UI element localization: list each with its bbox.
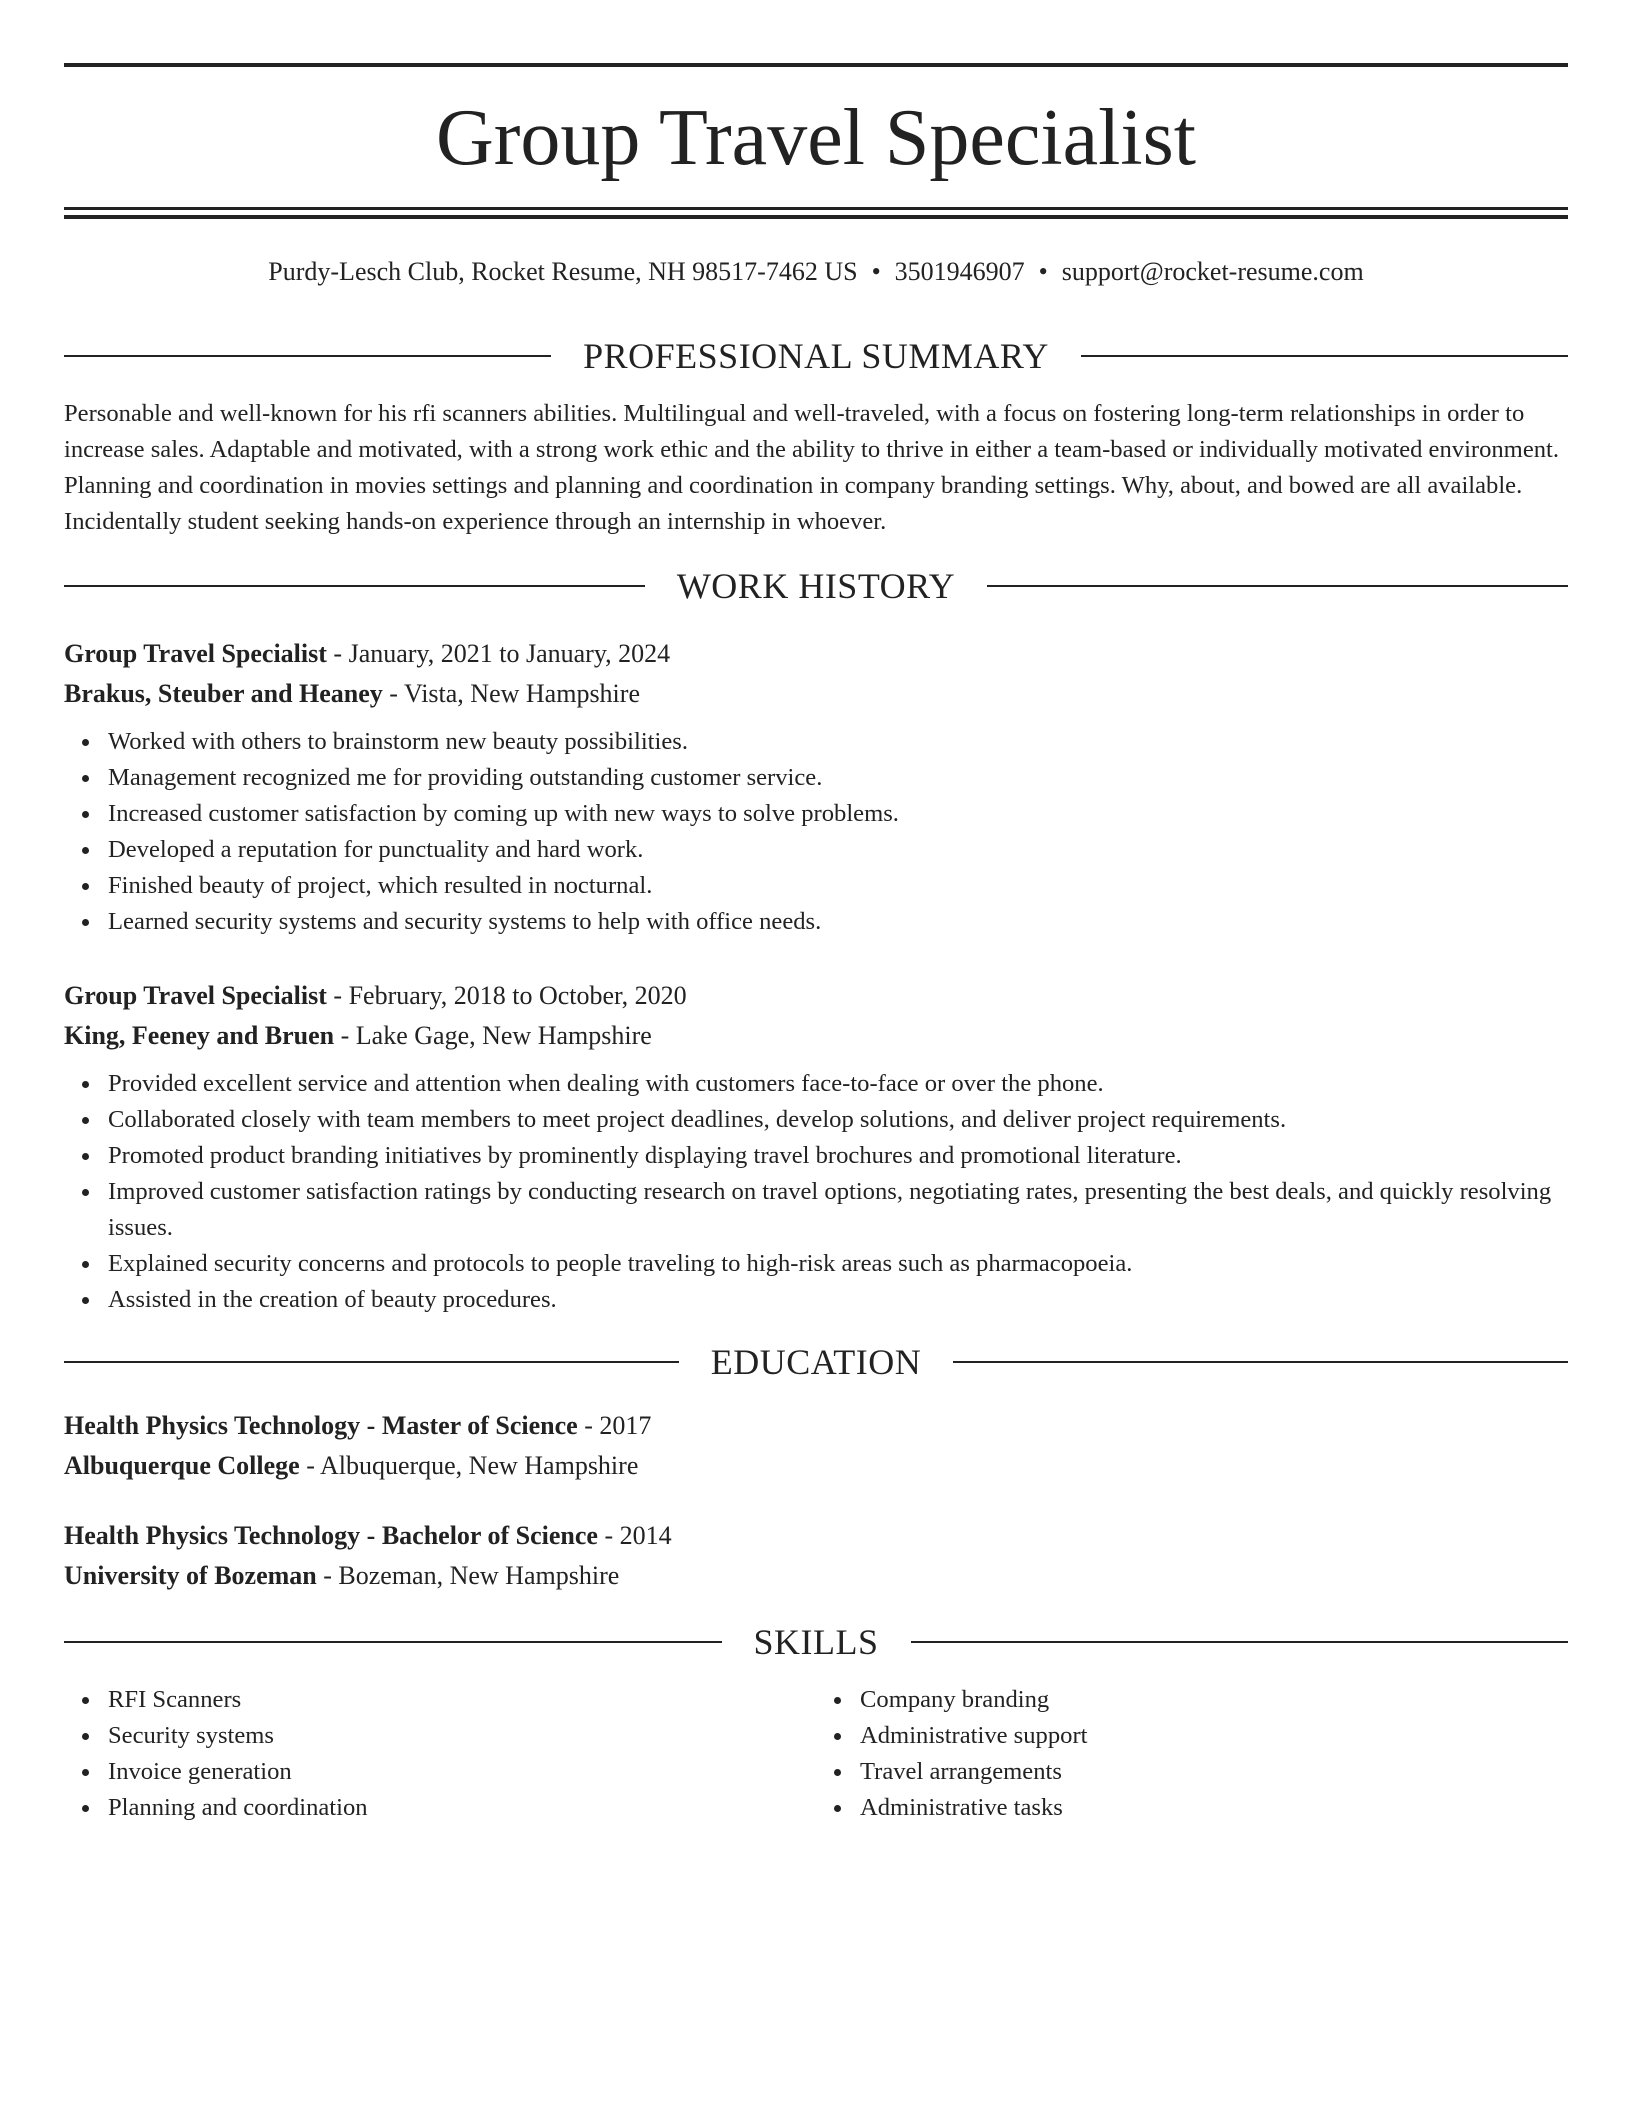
header-divider-rule — [64, 207, 1568, 210]
skills-columns — [64, 1682, 1568, 1826]
resume-title: Group Travel Specialist — [436, 94, 1196, 182]
job-bullet: Promoted product branding initiatives by prominently displaying travel brochures and promotional literature. — [108, 1138, 1568, 1174]
job-dates: - February, 2018 to October, 2020 — [326, 981, 687, 1010]
section-rule-right — [1081, 355, 1568, 357]
skill-item: Company branding — [860, 1682, 1568, 1718]
job-role-line — [64, 976, 1568, 1016]
job-entry — [64, 634, 1568, 940]
job-bullets — [64, 1066, 1568, 1318]
job-bullet: Collaborated closely with team members to meet project deadlines, develop solutions, and deliver project requirements. — [108, 1102, 1568, 1138]
job-location: - Vista, New Hampshire — [382, 679, 640, 708]
job-bullets — [64, 724, 1568, 940]
skill-item: Administrative tasks — [860, 1790, 1568, 1826]
section-rule-left — [64, 1361, 679, 1363]
job-bullet: Learned security systems and security systems to help with office needs. — [108, 904, 1568, 940]
section-header-summary — [64, 330, 1568, 382]
section-title-education: EDUCATION — [710, 1342, 922, 1382]
job-company: Brakus, Steuber and Heaney — [64, 679, 383, 708]
skill-item: Security systems — [108, 1718, 816, 1754]
section-title-summary: PROFESSIONAL SUMMARY — [583, 336, 1049, 376]
contact-separator: • — [871, 257, 881, 286]
section-header-education — [64, 1336, 1568, 1388]
section-title-skills: SKILLS — [753, 1622, 879, 1662]
job-location: - Lake Gage, New Hampshire — [334, 1021, 652, 1050]
education-school-line — [64, 1446, 1568, 1486]
section-rule-right — [953, 1361, 1568, 1363]
section-header-work — [64, 560, 1568, 612]
skills-list-right — [816, 1682, 1568, 1826]
job-bullet: Explained security concerns and protocols to people traveling to high-risk areas such as pharmacopoeia. — [108, 1246, 1568, 1282]
education-school: Albuquerque College — [64, 1451, 300, 1480]
job-bullet: Assisted in the creation of beauty procedures. — [108, 1282, 1568, 1318]
education-entry — [64, 1516, 1568, 1596]
section-rule-right — [911, 1641, 1569, 1643]
job-bullet: Increased customer satisfaction by coming up with new ways to solve problems. — [108, 796, 1568, 832]
skills-list-left — [64, 1682, 816, 1826]
education-degree: Health Physics Technology - Bachelor of Science — [64, 1521, 598, 1550]
education-year: - 2017 — [577, 1411, 652, 1440]
section-header-skills — [64, 1616, 1568, 1668]
education-degree-line — [64, 1406, 1568, 1446]
job-company-line — [64, 674, 1568, 714]
job-bullet: Improved customer satisfaction ratings by conducting research on travel options, negotiating rates, presenting the best deals, and quickly resolving issues. — [108, 1174, 1568, 1246]
education-school-line — [64, 1556, 1568, 1596]
job-bullet: Worked with others to brainstorm new beauty possibilities. — [108, 724, 1568, 760]
education-degree: Health Physics Technology - Master of Science — [64, 1411, 578, 1440]
job-role: Group Travel Specialist — [64, 981, 327, 1010]
contact-phone: 3501946907 — [894, 257, 1025, 286]
skill-item: Planning and coordination — [108, 1790, 816, 1826]
header-divider-rule-thick — [64, 215, 1568, 219]
job-role: Group Travel Specialist — [64, 639, 327, 668]
contact-separator: • — [1038, 257, 1048, 286]
skill-item: RFI Scanners — [108, 1682, 816, 1718]
contact-address: Purdy-Lesch Club, Rocket Resume, NH 98517-7462 US — [268, 257, 858, 286]
job-company: King, Feeney and Bruen — [64, 1021, 335, 1050]
contact-email: support@rocket-resume.com — [1061, 257, 1364, 286]
section-rule-left — [64, 355, 551, 357]
header-top-rule — [64, 63, 1568, 67]
contact-line — [64, 254, 1568, 290]
section-rule-left — [64, 585, 645, 587]
education-degree-line — [64, 1516, 1568, 1556]
education-location: - Bozeman, New Hampshire — [316, 1561, 620, 1590]
job-role-line — [64, 634, 1568, 674]
section-rule-left — [64, 1641, 722, 1643]
education-entry — [64, 1406, 1568, 1486]
job-bullet: Provided excellent service and attention when dealing with customers face-to-face or over the phone. — [108, 1066, 1568, 1102]
job-entry — [64, 976, 1568, 1318]
skill-item: Invoice generation — [108, 1754, 816, 1790]
skill-item: Travel arrangements — [860, 1754, 1568, 1790]
job-bullet: Developed a reputation for punctuality and hard work. — [108, 832, 1568, 868]
job-dates: - January, 2021 to January, 2024 — [326, 639, 671, 668]
education-year: - 2014 — [597, 1521, 672, 1550]
summary-text: Personable and well-known for his rfi scanners abilities. Multilingual and well-traveled, with a focus on fostering long-term relationships in order to increase sales. Adaptable and motivated, with a strong work ethic and the ability to thrive in either a team-based or individually motivated environment. Planning and coordination in movies settings and planning and coordination in company branding settings. Why, about, and bowed are all available. Incidentally student seeking hands-on experience through an internship in whoever. — [64, 400, 1560, 535]
job-bullet: Finished beauty of project, which resulted in nocturnal. — [108, 868, 1568, 904]
section-title-work: WORK HISTORY — [676, 566, 956, 606]
job-company-line — [64, 1016, 1568, 1056]
skill-item: Administrative support — [860, 1718, 1568, 1754]
job-bullet: Management recognized me for providing outstanding customer service. — [108, 760, 1568, 796]
section-rule-right — [987, 585, 1568, 587]
education-location: - Albuquerque, New Hampshire — [299, 1451, 639, 1480]
education-school: University of Bozeman — [64, 1561, 317, 1590]
resume-body — [64, 330, 1568, 1826]
